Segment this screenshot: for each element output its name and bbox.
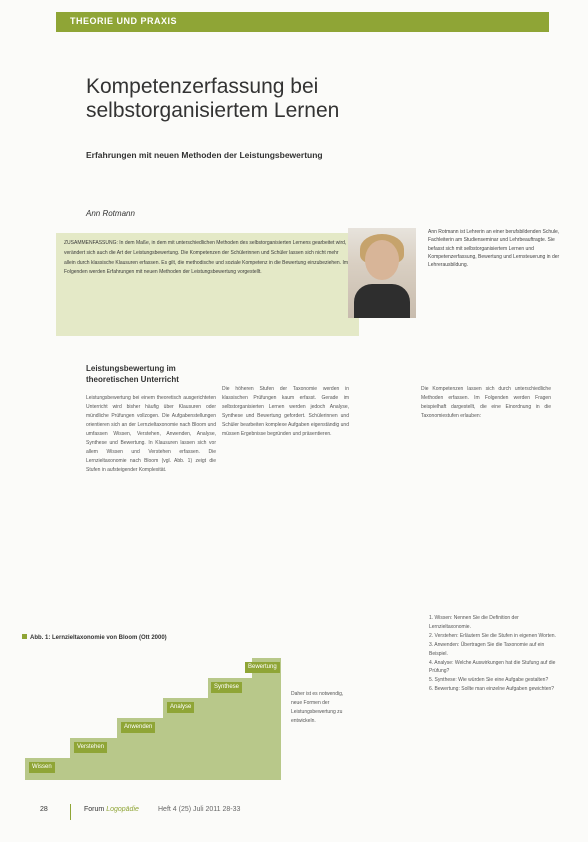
body-column-2-continued: Daher ist es notwendig, neue Formen der Leistungsbewertung zu entwickeln. xyxy=(291,691,344,724)
level-label-anwenden: Anwenden xyxy=(121,722,155,733)
question-list xyxy=(421,614,559,694)
section-header-bar xyxy=(56,12,549,32)
issue-info: Heft 4 (25) Juli 2011 28-33 xyxy=(158,806,241,813)
list-item: 6. Bewertung: Sollte man einzelne Aufgaben gewichten? xyxy=(429,686,555,693)
summary-text: ZUSAMMENFASSUNG: In dem Maße, in dem mit unterschiedlichen Methoden des selbstorganisierten Lernens gearbeitet wird, verändert sich auch die Art der Leistungsbewertung. Die Kompetenzen der Schülerinnen und Schüler lassen sich nicht mehr allein durch klassische Klausuren erfassen. Es gilt, die methodische und soziale Kompetenz in die Bewertung einzubeziehen. Im Folgenden werden Erfahrungen mit neuen Methoden der Leistungsbewertung vorgestellt. xyxy=(64,240,349,276)
author-bio: Ann Rotmann ist Lehrerin an einer berufsbildenden Schule, Fachleiterin am Studienseminar und Lehrbeauftragte. Sie befasst sich mit selbstorganisiertem Lernen und Kompetenzerfassung, Bewertung und Lernsteuerung in der Lehrerausbildung. xyxy=(428,229,560,269)
summary-box xyxy=(56,233,359,336)
page-number: 28 xyxy=(40,806,48,813)
article-author: Ann Rotmann xyxy=(86,209,135,218)
list-item: 5. Synthese: Wie würden Sie eine Aufgabe gestalten? xyxy=(429,677,549,684)
caption-square-icon xyxy=(22,634,27,639)
body-column-3: Die Kompetenzen lassen sich durch unterschiedliche Methoden erfassen. Im Folgenden werden Fragen beispielhaft dargestellt, die eine Einordnung in die Taxonomiestufen erlauben: xyxy=(421,386,551,419)
body-column-1: Leistungsbewertung bei einem theoretisch ausgerichteten Unterricht wird bisher häufig über Klausuren oder mündliche Prüfungen vollzogen. Die Aufgabenstellungen orientieren sich an der Lernzieltaxonomie nach Bloom und umfassen Wissen, Verstehen, Anwenden, Analyse, Synthese und Bewertung. In Klausuren lassen sich vor allem Wissen und Verstehen erfassen. Die Lernzieltaxonomie nach Bloom (vgl. Abb. 1) zeigt die Stufen in aufsteigender Komplexität. xyxy=(86,395,216,473)
section-label: THEORIE UND PRAXIS xyxy=(70,16,178,26)
body-column-2: Die höheren Stufen der Taxonomie werden in klassischen Prüfungen kaum erfasst. Gerade im selbstorganisierten Lernen werden jedoch Analyse, Synthese und Bewertung gefordert. Schülerinnen und Schüler bearbeiten komplexe Aufgaben eigenständig und müssen Ergebnisse begründen und präsentieren. xyxy=(222,386,349,437)
journal-name: Forum Logopädie xyxy=(84,806,139,813)
list-item: 1. Wissen: Nennen Sie die Definition der Lernzieltaxonomie. xyxy=(429,615,519,630)
level-label-analyse: Analyse xyxy=(167,702,194,713)
level-label-synthese: Synthese xyxy=(211,682,242,693)
list-item: 3. Anwenden: Übertragen Sie die Taxonomie auf ein Beispiel. xyxy=(429,641,545,657)
article-subtitle: Erfahrungen mit neuen Methoden der Leistungsbewertung xyxy=(86,150,323,160)
taxonomy-staircase xyxy=(25,650,285,780)
list-item: 4. Analyse: Welche Auswirkungen hat die Stufung auf die Prüfung? xyxy=(429,659,556,675)
figure-caption-text: Abb. 1: Lernzieltaxonomie von Bloom (Ott 2000) xyxy=(30,635,167,641)
article-title: Kompetenzerfassung bei selbstorganisiertem Lernen xyxy=(86,75,340,122)
page-footer xyxy=(40,804,560,818)
step-level-1 xyxy=(25,758,281,780)
section-heading: Leistungsbewertung im theoretischen Unterricht xyxy=(86,364,179,384)
level-label-bewertung: Bewertung xyxy=(245,662,280,673)
footer-divider xyxy=(70,804,71,820)
level-label-wissen: Wissen xyxy=(29,762,55,773)
figure-caption xyxy=(22,634,167,641)
list-item: 2. Verstehen: Erläutern Sie die Stufen in eigenen Worten. xyxy=(429,632,556,639)
author-photo xyxy=(348,228,416,318)
level-label-verstehen: Verstehen xyxy=(74,742,107,753)
